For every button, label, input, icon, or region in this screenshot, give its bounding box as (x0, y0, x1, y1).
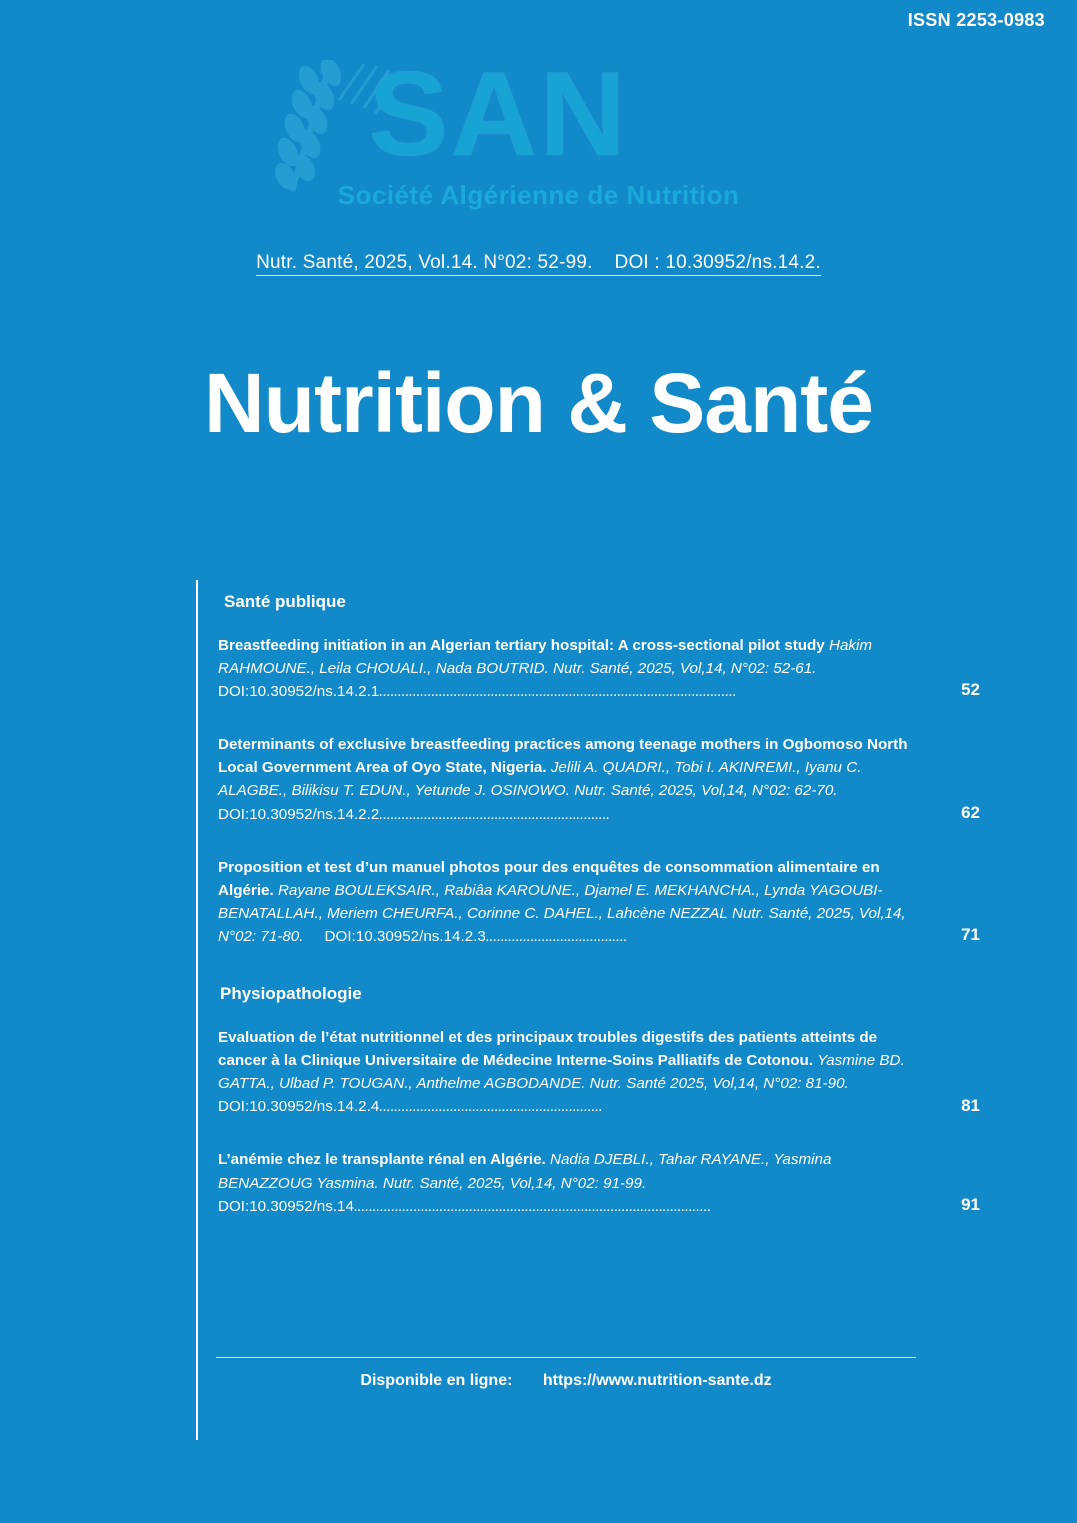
entry-title: Proposition et test d’un manuel photos pour des enquêtes de consommation alimentaire en Algérie. (218, 858, 880, 899)
citation-reference: Nutr. Santé, 2025, Vol.14. N°02: 52-99. (256, 252, 593, 273)
entry-dots: ................................................................................................ (379, 683, 737, 701)
table-of-contents (196, 580, 988, 1440)
toc-entry[interactable] (218, 856, 988, 948)
journal-logo (0, 47, 1077, 232)
footer (216, 1372, 916, 1390)
entry-source: Nutr. Santé, 2025, Vol,14, N°02: 52-61. (553, 660, 817, 678)
entry-authors: Jelili A. QUADRI., Tobi I. AKINREMI., Iyanu C. ALAGBE., Bilikisu T. EDUN., Yetunde J. OSINOWO. (218, 759, 862, 800)
entry-authors: Yasmine BD. GATTA., Ulbad P. TOUGAN., Anthelme AGBODANDE. (218, 1052, 905, 1093)
entry-authors: Rayane BOULEKSAIR., Rabiâa KAROUNE., Djamel E. MEKHANCHA., Lynda YAGOUBI-BENATALLAH., Meriem CHEURFA., Corinne C. DAHEL., Lahcène NEZZAL (218, 881, 883, 922)
entry-source: Nutr. Santé, 2025, Vol,14, N°02: 91-99. (382, 1174, 647, 1192)
entry-dots: .............................................................. (379, 805, 610, 823)
entry-doi[interactable]: DOI:10.30952/ns.14.2.4 (218, 1098, 380, 1116)
entry-title: Determinants of exclusive breastfeeding practices among teenage mothers in Ogbomoso North Local Government Area of Oyo State, Nigeria. (218, 736, 908, 777)
entry-source: Nutr. Santé 2025, Vol,14, N°02: 81-90. (589, 1075, 849, 1093)
entry-dots: ................................................................................................ (353, 1197, 712, 1215)
footer-divider (216, 1357, 916, 1358)
entry-doi[interactable]: DOI:10.30952/ns.14.2.1 (218, 683, 380, 701)
entry-dots: ...................................... (485, 927, 628, 945)
citation-line (0, 252, 1077, 274)
toc-section-heading-public-health: Santé publique (224, 592, 346, 611)
toc-section-heading-physiopathology: Physiopathologie (220, 984, 362, 1004)
logo-acronym: SAN (368, 47, 628, 181)
entry-title: Evaluation de l’état nutritionnel et des principaux troubles digestifs des patients atteints de cancer à la Clinique Universitaire de Médecine Interne-Soins Palliatifs de Cotonou. (218, 1029, 878, 1070)
toc-entry[interactable] (218, 1026, 988, 1118)
entry-title: L’anémie chez le transplante rénal en Algérie. (218, 1151, 546, 1169)
entry-page-number: 81 (961, 1095, 980, 1115)
toc-entry[interactable] (218, 733, 988, 825)
toc-entry[interactable] (218, 634, 988, 703)
entry-page-number: 52 (961, 680, 980, 700)
logo-full-name: Société Algérienne de Nutrition (337, 180, 740, 210)
entry-dots: ............................................................ (379, 1098, 603, 1116)
entry-authors: Hakim RAHMOUNE., Leila CHOUALI., Nada BOUTRID. (218, 637, 873, 678)
entry-source: Nutr. Santé, 2025, Vol,14, N°02: 71-80. (218, 904, 906, 945)
footer-label: Disponible en ligne: (360, 1372, 513, 1389)
entry-title: Breastfeeding initiation in an Algerian tertiary hospital: A cross-sectional pilot study (218, 637, 825, 654)
citation-doi: DOI : 10.30952/ns.14.2. (614, 252, 821, 273)
entry-page-number: 91 (961, 1194, 980, 1214)
journal-website-link[interactable]: https://www.nutrition-sante.dz (542, 1372, 772, 1389)
issn-label: ISSN 2253-0983 (907, 10, 1045, 30)
page-title: Nutrition & Santé (204, 356, 873, 450)
entry-authors: Nadia DJEBLI., Tahar RAYANE., Yasmina BENAZZOUG Yasmina. (218, 1151, 832, 1192)
entry-page-number: 71 (961, 925, 980, 945)
entry-doi[interactable]: DOI:10.30952/ns.14.2.2 (218, 805, 380, 823)
entry-doi[interactable]: DOI:10.30952/ns.14 (218, 1197, 354, 1215)
entry-source: Nutr. Santé, 2025, Vol,14, N°02: 62-70. (574, 782, 838, 800)
toc-entry[interactable] (218, 1148, 988, 1217)
entry-page-number: 62 (961, 802, 980, 822)
entry-doi[interactable]: DOI:10.30952/ns.14.2.3 (324, 927, 486, 945)
